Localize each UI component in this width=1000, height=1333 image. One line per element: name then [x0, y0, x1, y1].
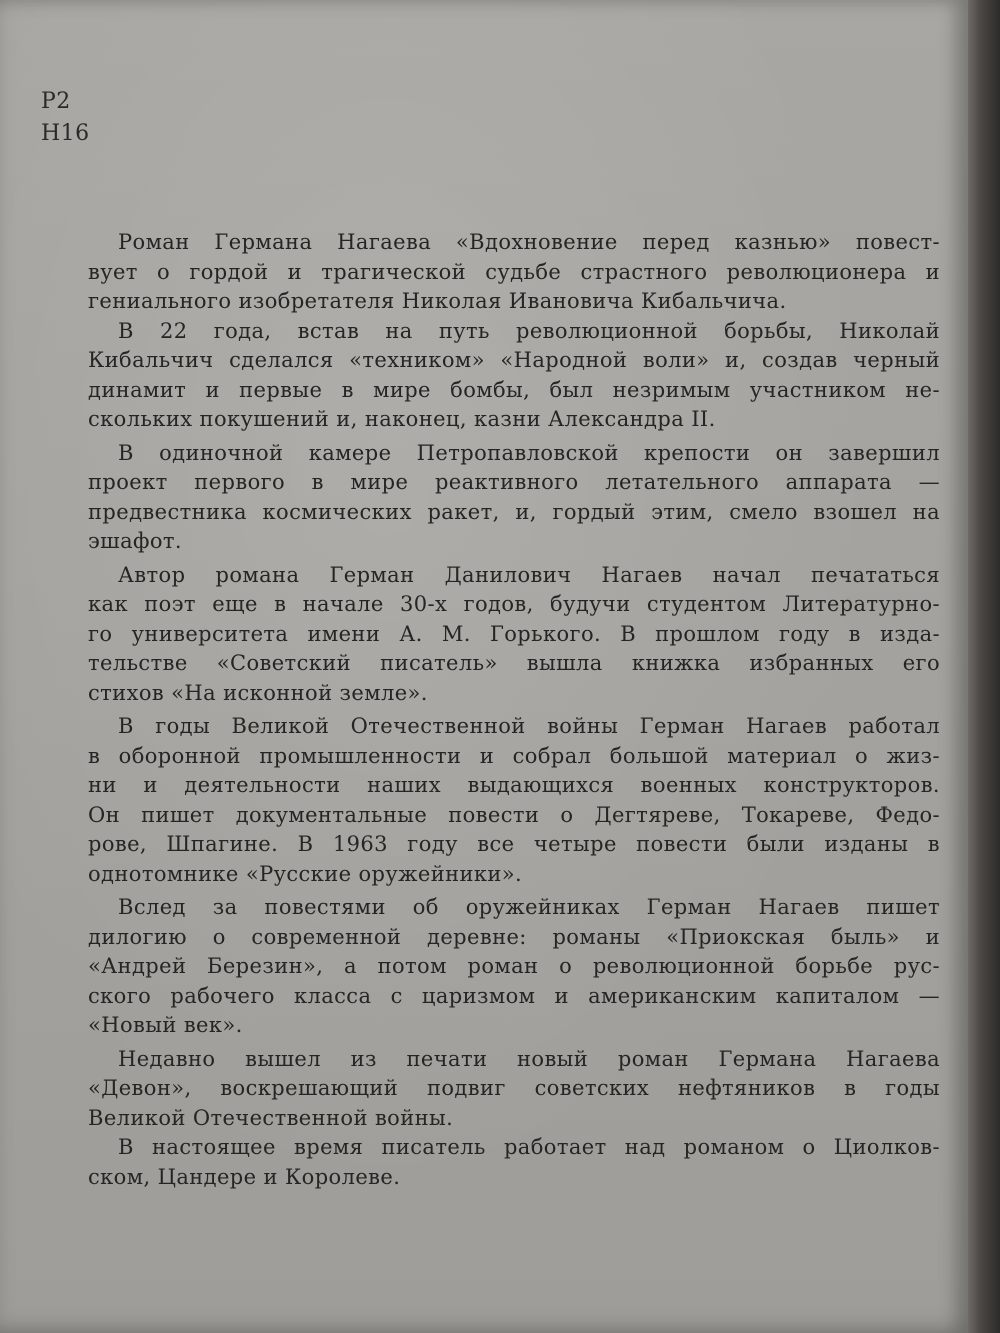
text-line: Роман Германа Нагаева «Вдохновение перед казнью» повест-: [118, 230, 940, 254]
text-line: тельстве «Советский писатель» вышла книжка избранных его: [88, 651, 940, 675]
paragraph-2: [88, 317, 940, 435]
text-line: Он пишет документальные повести о Дегтяреве, Токареве, Федо-: [88, 802, 940, 827]
text-line: В одиночной камере Петропавловской крепости он завершил: [118, 440, 940, 465]
text-line: однотомнике «Русские оружейники».: [88, 861, 523, 886]
text-line: ском, Цандере и Королеве.: [88, 1164, 401, 1189]
text-line: стихов «На исконной земле».: [88, 680, 428, 705]
paragraph-5: [88, 712, 940, 889]
paragraph-8: [88, 1133, 940, 1192]
text-line: рове, Шпагине. В 1963 году все четыре повести были изданы в: [88, 832, 940, 856]
paragraph-3: [88, 439, 940, 557]
annotation-text: [88, 228, 940, 1192]
text-line: динамит и первые в мире бомбы, был незримым участником не-: [88, 377, 940, 402]
text-line: «Андрей Березин», а потом роман о революционной борьбе рус-: [88, 954, 940, 978]
text-line: В 22 года, встав на путь революционной борьбы, Николай: [118, 318, 940, 343]
text-line: Недавно вышел из печати новый роман Германа Нагаева: [118, 1046, 940, 1071]
text-line: Великой Отечественной войны.: [88, 1105, 454, 1130]
text-line: в оборонной промышленности и собрал большой материал о жиз-: [88, 743, 940, 768]
text-line: «Девон», воскрешающий подвиг советских нефтяников в годы: [88, 1076, 940, 1100]
text-line: Кибальчич сделался «техником» «Народной воли» и, создав черный: [88, 348, 940, 372]
paragraph-7: [88, 1045, 940, 1134]
book-edge: [968, 0, 1000, 1333]
text-line: Автор романа Герман Данилович Нагаев начал печататься: [118, 562, 940, 587]
text-line: эшафот.: [88, 529, 182, 553]
text-line: В настоящее время писатель работает над романом о Циолков-: [118, 1135, 940, 1159]
text-line: ни и деятельности наших выдающихся военных конструкторов.: [88, 773, 940, 797]
text-line: гениального изобретателя Николая Ивановича Кибальчича.: [88, 289, 787, 313]
library-classification-index: [41, 86, 90, 150]
text-line: «Новый век».: [88, 1013, 243, 1037]
text-line: дилогию о современной деревне: романы «Приокская быль» и: [88, 924, 940, 949]
author-mark: Н16: [41, 121, 90, 146]
paragraph-1: [88, 228, 940, 317]
paragraph-6: [88, 893, 940, 1041]
text-line: предвестника космических ракет, и, гордый этим, смело взошел на: [88, 499, 940, 524]
classification-code: Р2: [41, 89, 71, 114]
paragraph-4: [88, 561, 940, 709]
text-line: проект первого в мире реактивного летательного аппарата —: [88, 470, 940, 494]
text-line: вует о гордой и трагической судьбе страстного революционера и: [88, 259, 940, 284]
text-line: ского рабочего класса с царизмом и американским капиталом —: [88, 983, 940, 1008]
text-line: го университета имени А. М. Горького. В прошлом году в изда-: [88, 621, 940, 646]
text-line: В годы Великой Отечественной войны Герман Нагаев работал: [118, 714, 940, 738]
text-line: как поэт еще в начале 30-х годов, будучи студентом Литературно-: [88, 592, 940, 616]
text-line: Вслед за повестями об оружейниках Герман Нагаев пишет: [118, 895, 940, 919]
text-line: скольких покушений и, наконец, казни Александра II.: [88, 407, 716, 431]
